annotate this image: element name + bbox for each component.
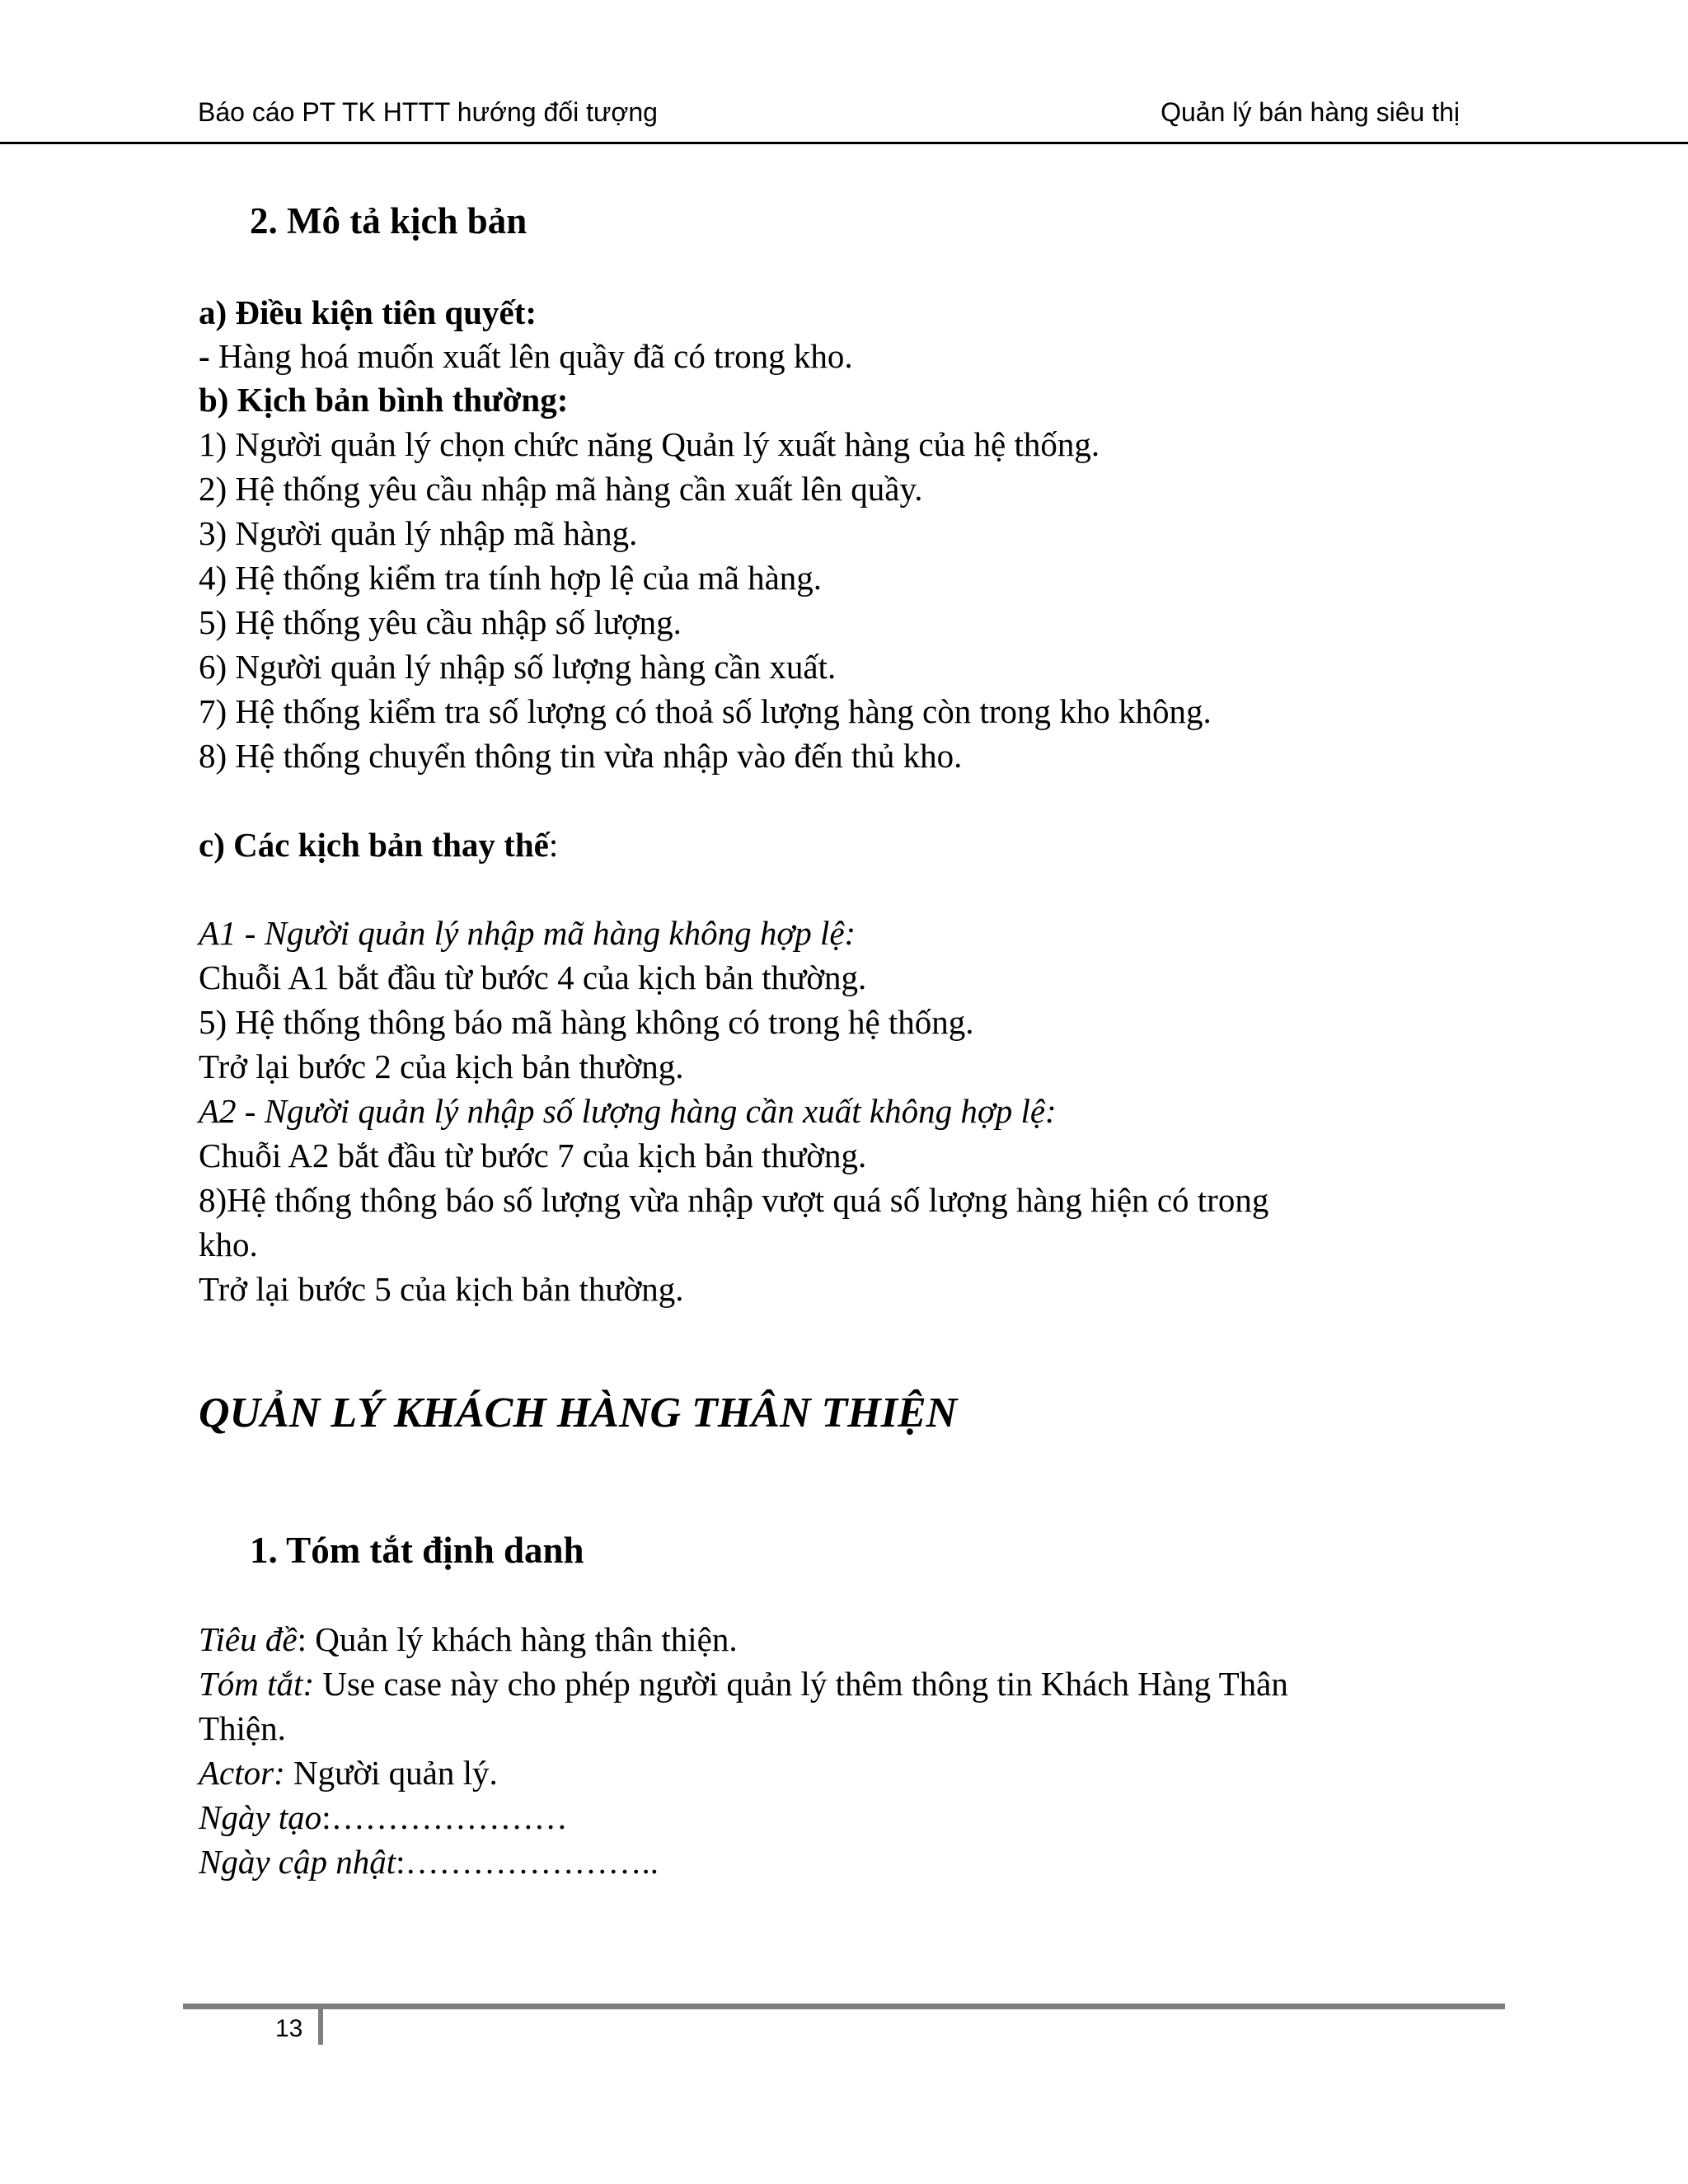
header-left-title: Báo cáo PT TK HTTT hướng đối tượng — [198, 97, 658, 127]
actor-field-value: Người quản lý. — [284, 1754, 498, 1792]
alternative-a1-start: Chuỗi A1 bắt đầu từ bước 4 của kịch bản thường. — [199, 958, 867, 996]
normal-step: 7) Hệ thống kiểm tra số lượng có thoả số lượng hàng còn trong kho không. — [199, 692, 1212, 730]
footer-divider — [183, 2004, 1505, 2009]
precondition-heading: a) Điều kiện tiên quyết: — [199, 293, 537, 331]
updated-date-field — [199, 1842, 659, 1882]
alternative-a1-title: A1 - Người quản lý nhập mã hàng không hợp lệ: — [199, 914, 856, 952]
summary-field-value: Use case này cho phép người quản lý thêm thông tin Khách Hàng Thân — [314, 1665, 1288, 1703]
summary-field — [199, 1664, 1288, 1704]
alternative-a2-step-line-2: kho. — [199, 1226, 258, 1263]
alternative-heading-text: c) Các kịch bản thay thế — [199, 826, 549, 864]
updated-date-label: Ngày cập nhật — [199, 1843, 396, 1881]
page-number: 13 — [275, 2015, 303, 2042]
created-date-label: Ngày tạo — [199, 1798, 322, 1836]
precondition-dash: - — [199, 337, 218, 375]
alternative-a2-start: Chuỗi A2 bắt đầu từ bước 7 của kịch bản thường. — [199, 1137, 867, 1174]
normal-step: 8) Hệ thống chuyển thông tin vừa nhập vào đến thủ kho. — [199, 737, 963, 775]
summary-field-continuation: Thiện. — [199, 1709, 286, 1747]
header-right-title: Quản lý bán hàng siêu thị — [1160, 97, 1460, 127]
normal-step: 6) Người quản lý nhập số lượng hàng cần xuất. — [199, 648, 837, 686]
summary-field-label: Tóm tắt: — [199, 1665, 315, 1703]
alternative-a1-return: Trở lại bước 2 của kịch bản thường. — [199, 1047, 684, 1085]
alternative-a2-title: A2 - Người quản lý nhập số lượng hàng cần xuất không hợp lệ: — [199, 1092, 1057, 1130]
actor-field-label: Actor: — [199, 1754, 285, 1792]
page-header — [198, 97, 1460, 128]
identification-summary-heading: 1. Tóm tắt định danh — [250, 1530, 584, 1571]
title-field-label: Tiêu đề — [199, 1620, 298, 1658]
alternative-scenarios-heading — [199, 825, 558, 865]
updated-date-value: :………………….. — [396, 1843, 659, 1881]
precondition-text: Hàng hoá muốn xuất lên quầy đã có trong kho. — [218, 337, 853, 375]
alternative-a2-return: Trở lại bước 5 của kịch bản thường. — [199, 1270, 684, 1308]
normal-step: 5) Hệ thống yêu cầu nhập số lượng. — [199, 603, 682, 641]
section-2-heading: 2. Mô tả kịch bản — [250, 200, 528, 241]
footer-page-marker — [318, 2004, 323, 2045]
normal-step: 1) Người quản lý chọn chức năng Quản lý xuất hàng của hệ thống. — [199, 425, 1100, 463]
alternative-a1-step: 5) Hệ thống thông báo mã hàng không có trong hệ thống. — [199, 1003, 974, 1041]
actor-field — [199, 1753, 498, 1793]
normal-step: 3) Người quản lý nhập mã hàng. — [199, 514, 638, 552]
header-divider — [0, 142, 1688, 144]
alternative-a2-step-line-1: 8)Hệ thống thông báo số lượng vừa nhập vượt quá số lượng hàng hiện có trong — [199, 1181, 1269, 1219]
created-date-value: :………………… — [321, 1798, 568, 1836]
normal-scenario-heading: b) Kịch bản bình thường: — [199, 381, 569, 419]
customer-management-title: QUẢN LÝ KHÁCH HÀNG THÂN THIỆN — [199, 1390, 958, 1436]
precondition-item — [199, 336, 853, 377]
normal-step: 2) Hệ thống yêu cầu nhập mã hàng cần xuất lên quầy. — [199, 470, 923, 508]
alternative-heading-colon: : — [548, 826, 559, 864]
created-date-field — [199, 1797, 568, 1838]
title-field — [199, 1619, 738, 1660]
title-field-value: : Quản lý khách hàng thân thiện. — [297, 1620, 738, 1658]
normal-step: 4) Hệ thống kiểm tra tính hợp lệ của mã hàng. — [199, 559, 823, 597]
